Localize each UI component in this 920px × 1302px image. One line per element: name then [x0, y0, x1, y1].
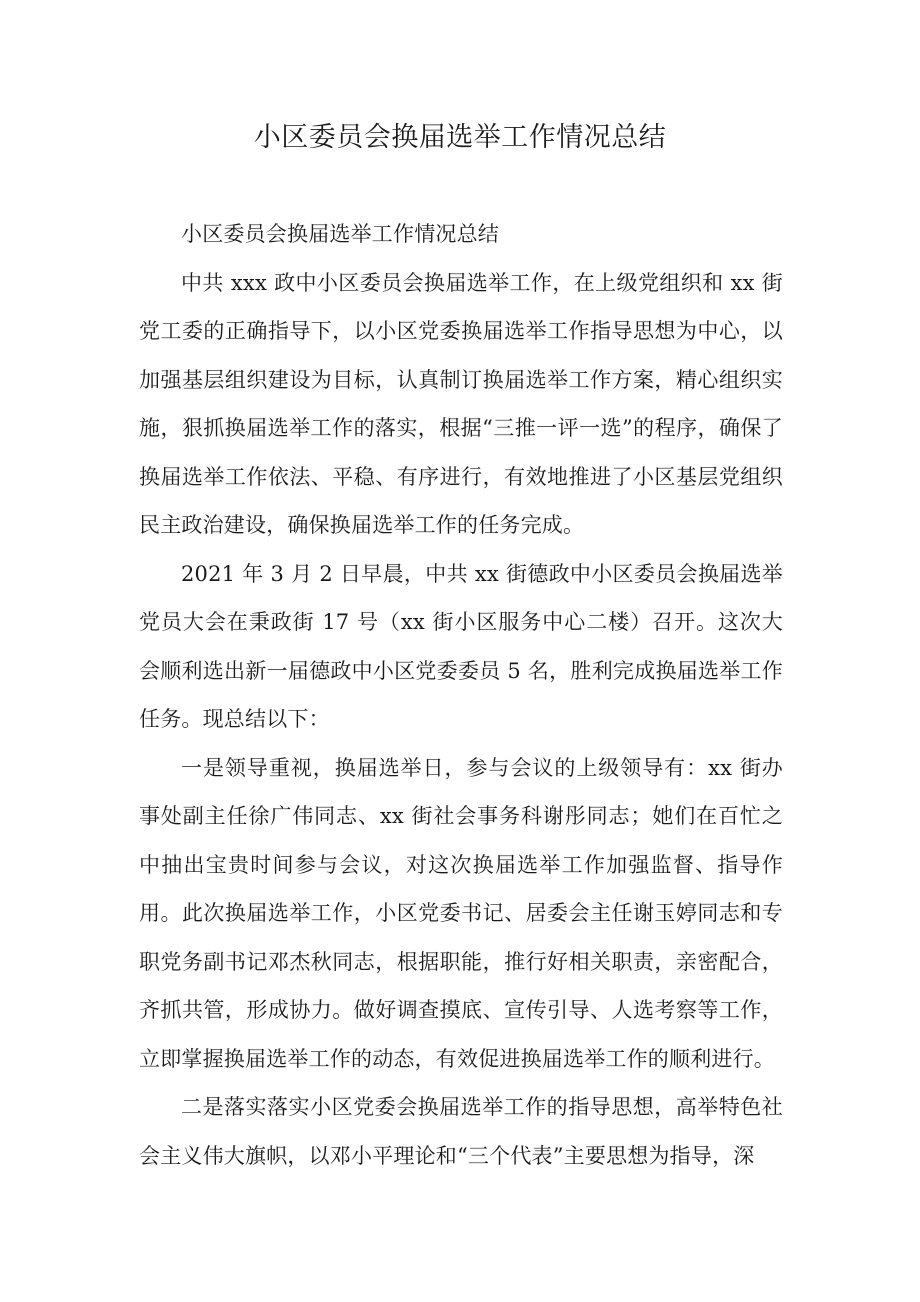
paragraph-intro: 中共 xxx 政中小区委员会换届选举工作，在上级党组织和 xx 街党工委的正确指导下，以小区党委换届选举工作指导思想为中心，以加强基层组织建设为目标，认真制订换届选举工作方案，精心组织实施，狠抓换届选举工作的落实，根据“三推一评一选”的程序，确保了换届选举工作依法、平稳、有序进行，有效地推进了小区基层党组织民主政治建设，确保换届选举工作的任务完成。: [139, 270, 783, 537]
paragraph-point-one: 一是领导重视，换届选举日，参与会议的上级领导有：xx 街办事处副主任徐广伟同志、xx 街社会事务科谢彤同志；她们在百忙之中抽出宝贵时间参与会议，对这次换届选举工作加强监督、指导作用。此次换届选举工作，小区党委书记、居委会主任谢玉婷同志和专职党务副书记邓杰秋同志，根据职能，推行好相关职责，亲密配合，齐抓共管，形成协力。做好调查摸底、宣传引导、人选考察等工作，立即掌握换届选举工作的动态，有效促进换届选举工作的顺利进行。: [139, 755, 783, 1071]
paragraph-subtitle: 小区委员会换届选举工作情况总结: [181, 222, 499, 246]
paragraph-point-two: 二是落实落实小区党委会换届选举工作的指导思想，高举特色社会主义伟大旗帜，以邓小平理论和“三个代表”主要思想为指导，深: [139, 1095, 783, 1168]
paragraph-meeting: 2021 年 3 月 2 日早晨，中共 xx 街德政中小区委员会换届选举党员大会在秉政街 17 号（xx 街小区服务中心二楼）召开。这次大会顺利选出新一届德政中小区党委委员 5 名，胜利完成换届选举工作任务。现总结以下：: [139, 561, 783, 731]
document-body: [139, 210, 783, 1180]
document-title: 小区委员会换届选举工作情况总结: [253, 122, 667, 153]
